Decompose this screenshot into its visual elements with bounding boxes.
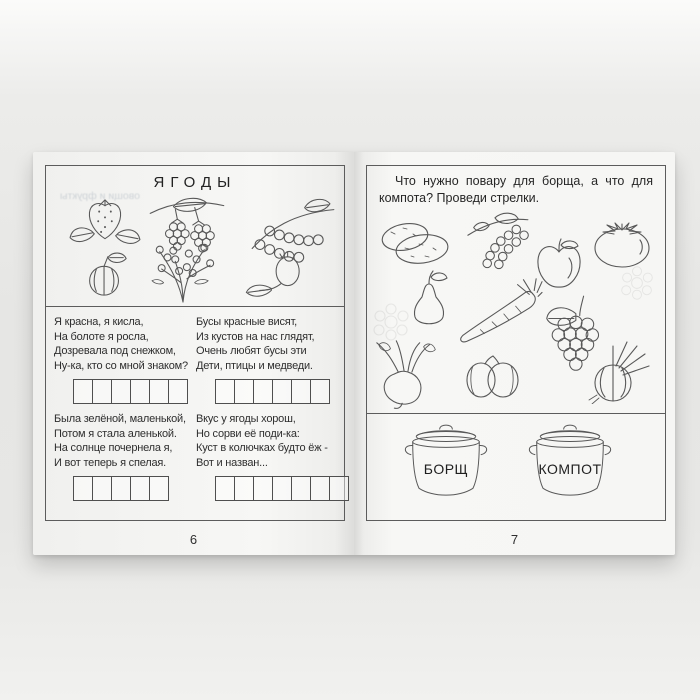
answer-box	[130, 476, 150, 501]
show-through-flower	[619, 265, 655, 301]
answer-box	[168, 379, 188, 404]
riddle-1	[54, 307, 188, 404]
rosehip-drawing	[242, 252, 316, 300]
currant-vine-drawing	[455, 212, 533, 274]
workbook-spread	[33, 152, 675, 555]
riddle-line: Очень любят бусы эти	[196, 345, 307, 358]
answer-box	[291, 476, 311, 501]
answer-box	[130, 379, 150, 404]
riddle-line: Была зелёной, маленькой,	[54, 413, 186, 425]
tomato-drawing	[591, 218, 653, 270]
borscht-pot	[401, 421, 491, 501]
potatoes-drawing	[377, 218, 453, 268]
answer-box	[73, 379, 93, 404]
answer-box	[272, 379, 292, 404]
answer-box	[234, 379, 254, 404]
riddles-grid	[46, 307, 344, 520]
riddle-line: Вот и назван...	[196, 456, 268, 469]
answer-box	[291, 379, 311, 404]
answer-box	[111, 476, 131, 501]
riddle-line: Куст в колючках будто ёж -	[196, 442, 328, 455]
riddle-line: На болоте я росла,	[54, 330, 149, 343]
plums-drawing	[463, 352, 523, 400]
berry-illustrations	[46, 194, 344, 307]
riddle-line: Дозревала под снежком,	[54, 345, 176, 358]
food-illustrations	[367, 210, 665, 414]
riddle-line: Я красна, я кисла,	[54, 316, 144, 328]
riddle-2	[196, 307, 349, 404]
answer-box	[253, 379, 273, 404]
riddle-line: Бусы красные висят,	[196, 316, 298, 328]
compote-label: КОМПОТ	[538, 461, 602, 477]
beet-drawing	[369, 338, 447, 410]
riddle-line: Из кустов на нас глядят,	[196, 330, 315, 343]
onion-drawing	[583, 338, 655, 404]
left-page-number: 6	[189, 532, 198, 547]
gooseberry-drawing	[80, 248, 130, 300]
riddle-line: Потом я стала аленькой.	[54, 427, 177, 440]
answer-box	[310, 476, 330, 501]
answer-box	[310, 379, 330, 404]
answer-box	[92, 379, 112, 404]
pear-drawing	[405, 268, 453, 328]
borscht-label: БОРЩ	[423, 461, 469, 477]
answer-boxes-row	[216, 379, 349, 404]
answer-box	[234, 476, 254, 501]
answer-box	[215, 379, 235, 404]
show-through-text: овощи и фрукты	[60, 190, 141, 202]
riddle-line: Вкус у ягоды хорош,	[196, 413, 296, 425]
answer-box	[272, 476, 292, 501]
answer-box	[329, 476, 349, 501]
riddle-line: Ну-ка, кто со мной знаком?	[54, 359, 188, 372]
pots-area	[367, 413, 665, 520]
answer-boxes-row	[74, 476, 188, 501]
riddle-line: И вот теперь я спелая.	[54, 456, 167, 469]
task-instruction: Что нужно повару для борща, а что для компота? Проведи стрелки.	[379, 174, 653, 205]
answer-box	[111, 379, 131, 404]
riddle-line: Дети, птицы и медведи.	[196, 359, 313, 372]
right-page-frame	[366, 165, 666, 521]
left-page	[33, 152, 354, 555]
riddle-line: На солнце почернела я,	[54, 442, 173, 455]
riddle-4	[196, 404, 349, 520]
answer-box	[253, 476, 273, 501]
left-page-frame	[45, 165, 345, 521]
blueberry-sprig-drawing	[134, 240, 232, 304]
page-title: ЯГОДЫ	[153, 174, 237, 191]
answer-boxes-row	[74, 379, 188, 404]
answer-box	[73, 476, 93, 501]
answer-box	[149, 476, 169, 501]
answer-box	[149, 379, 169, 404]
carrot-drawing	[453, 276, 543, 348]
answer-box	[215, 476, 235, 501]
riddle-line: Но сорви её поди-ка:	[196, 427, 300, 440]
right-page	[354, 152, 675, 555]
compote-pot	[525, 421, 615, 501]
answer-boxes-row	[216, 476, 349, 501]
right-page-number: 7	[510, 532, 519, 547]
answer-box	[92, 476, 112, 501]
riddle-3	[54, 404, 188, 520]
